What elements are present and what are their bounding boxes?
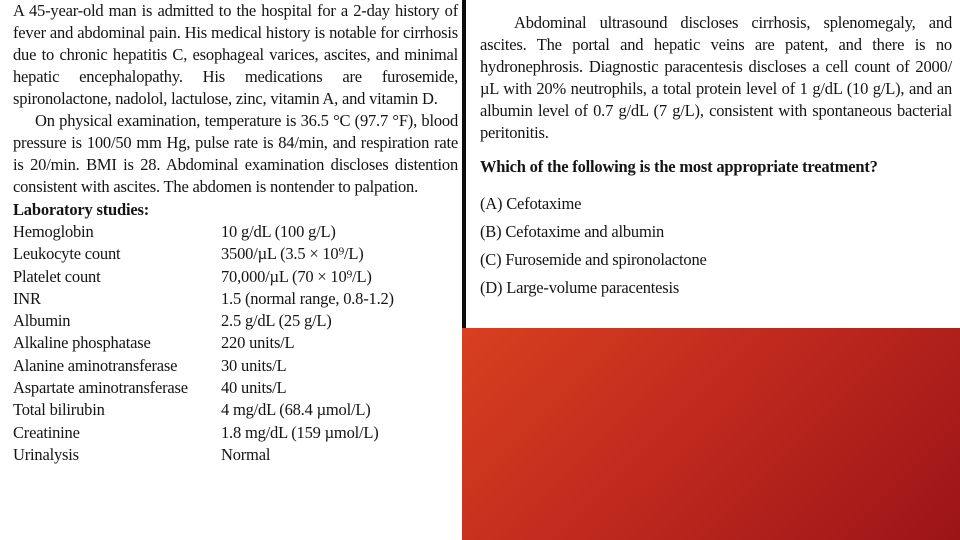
decorative-gradient-panel (462, 328, 960, 540)
lab-row (13, 266, 394, 288)
lab-value: 220 units/L (221, 333, 295, 353)
question-stem: Which of the following is the most appropriate treatment? (480, 157, 878, 176)
lab-row (13, 377, 394, 399)
lab-row (13, 332, 394, 354)
lab-value: 2.5 g/dL (25 g/L) (221, 311, 332, 331)
lab-name: Albumin (13, 311, 71, 331)
lab-row (13, 310, 394, 332)
answer-choices (480, 190, 952, 302)
lab-row (13, 422, 394, 444)
choice-a[interactable]: (A) Cefotaxime (480, 194, 582, 213)
lab-row (13, 243, 394, 265)
lab-name: Alkaline phosphatase (13, 333, 151, 353)
exam-paragraph: On physical examination, temperature is 36.5 °C (97.7 °F), blood pressure is 100/50 mm Hg, pulse rate is 84/min, and respiration rate is 20/min. BMI is 28. Abdominal examination discloses distention consistent with ascites. The abdomen is nontender to palpation. (13, 111, 458, 196)
question-panel (480, 12, 952, 302)
history-paragraph: A 45-year-old man is admitted to the hospital for a 2-day history of fever and abdominal pain. His medical history is notable for cirrhosis due to chronic hepatitis C, esophageal varices, ascites, and minimal hepatic encephalopathy. His medications are furosemide, spironolactone, nadolol, lactulose, zinc, vitamin A, and vitamin D. (13, 1, 458, 108)
lab-value: 1.5 (normal range, 0.8-1.2) (221, 288, 394, 308)
lab-value: 4 mg/dL (68.4 µmol/L) (221, 400, 371, 420)
lab-value: 70,000/µL (70 × 10⁹/L) (221, 266, 372, 286)
lab-name: Aspartate aminotransferase (13, 378, 188, 398)
lab-row (13, 399, 394, 421)
lab-name: Creatinine (13, 422, 80, 442)
lab-value: 40 units/L (221, 378, 287, 398)
lab-heading: Laboratory studies: (13, 200, 149, 219)
lab-row (13, 444, 394, 466)
choice-c[interactable]: (C) Furosemide and spironolactone (480, 250, 707, 269)
lab-name: Total bilirubin (13, 400, 105, 420)
lab-row (13, 221, 394, 243)
choice-b[interactable]: (B) Cefotaxime and albumin (480, 222, 665, 241)
lab-name: Hemoglobin (13, 222, 94, 241)
lab-value: 10 g/dL (100 g/L) (221, 222, 336, 241)
lab-name: INR (13, 288, 41, 308)
lab-name: Platelet count (13, 266, 101, 286)
lab-name: Leukocyte count (13, 244, 121, 264)
ultrasound-paragraph: Abdominal ultrasound discloses cirrhosis, splenomegaly, and ascites. The portal and hepatic veins are patent, and there is no hydronephrosis. Diagnostic paracentesis discloses a cell count of 2000/µL with 20% neutrophils, a total protein level of 1 g/dL (10 g/L), and an albumin level of 0.7 g/dL (7 g/L), consistent with spontaneous bacterial peritonitis. (480, 13, 952, 142)
lab-row (13, 355, 394, 377)
lab-value: 3500/µL (3.5 × 10⁹/L) (221, 244, 364, 264)
lab-name: Alanine aminotransferase (13, 355, 178, 375)
lab-value: Normal (221, 444, 271, 464)
lab-value: 1.8 mg/dL (159 µmol/L) (221, 422, 379, 442)
lab-name: Urinalysis (13, 444, 79, 464)
lab-table (13, 221, 394, 466)
lab-value: 30 units/L (221, 355, 287, 375)
case-vignette (13, 0, 458, 466)
choice-d[interactable]: (D) Large-volume paracentesis (480, 278, 680, 297)
lab-row (13, 288, 394, 310)
